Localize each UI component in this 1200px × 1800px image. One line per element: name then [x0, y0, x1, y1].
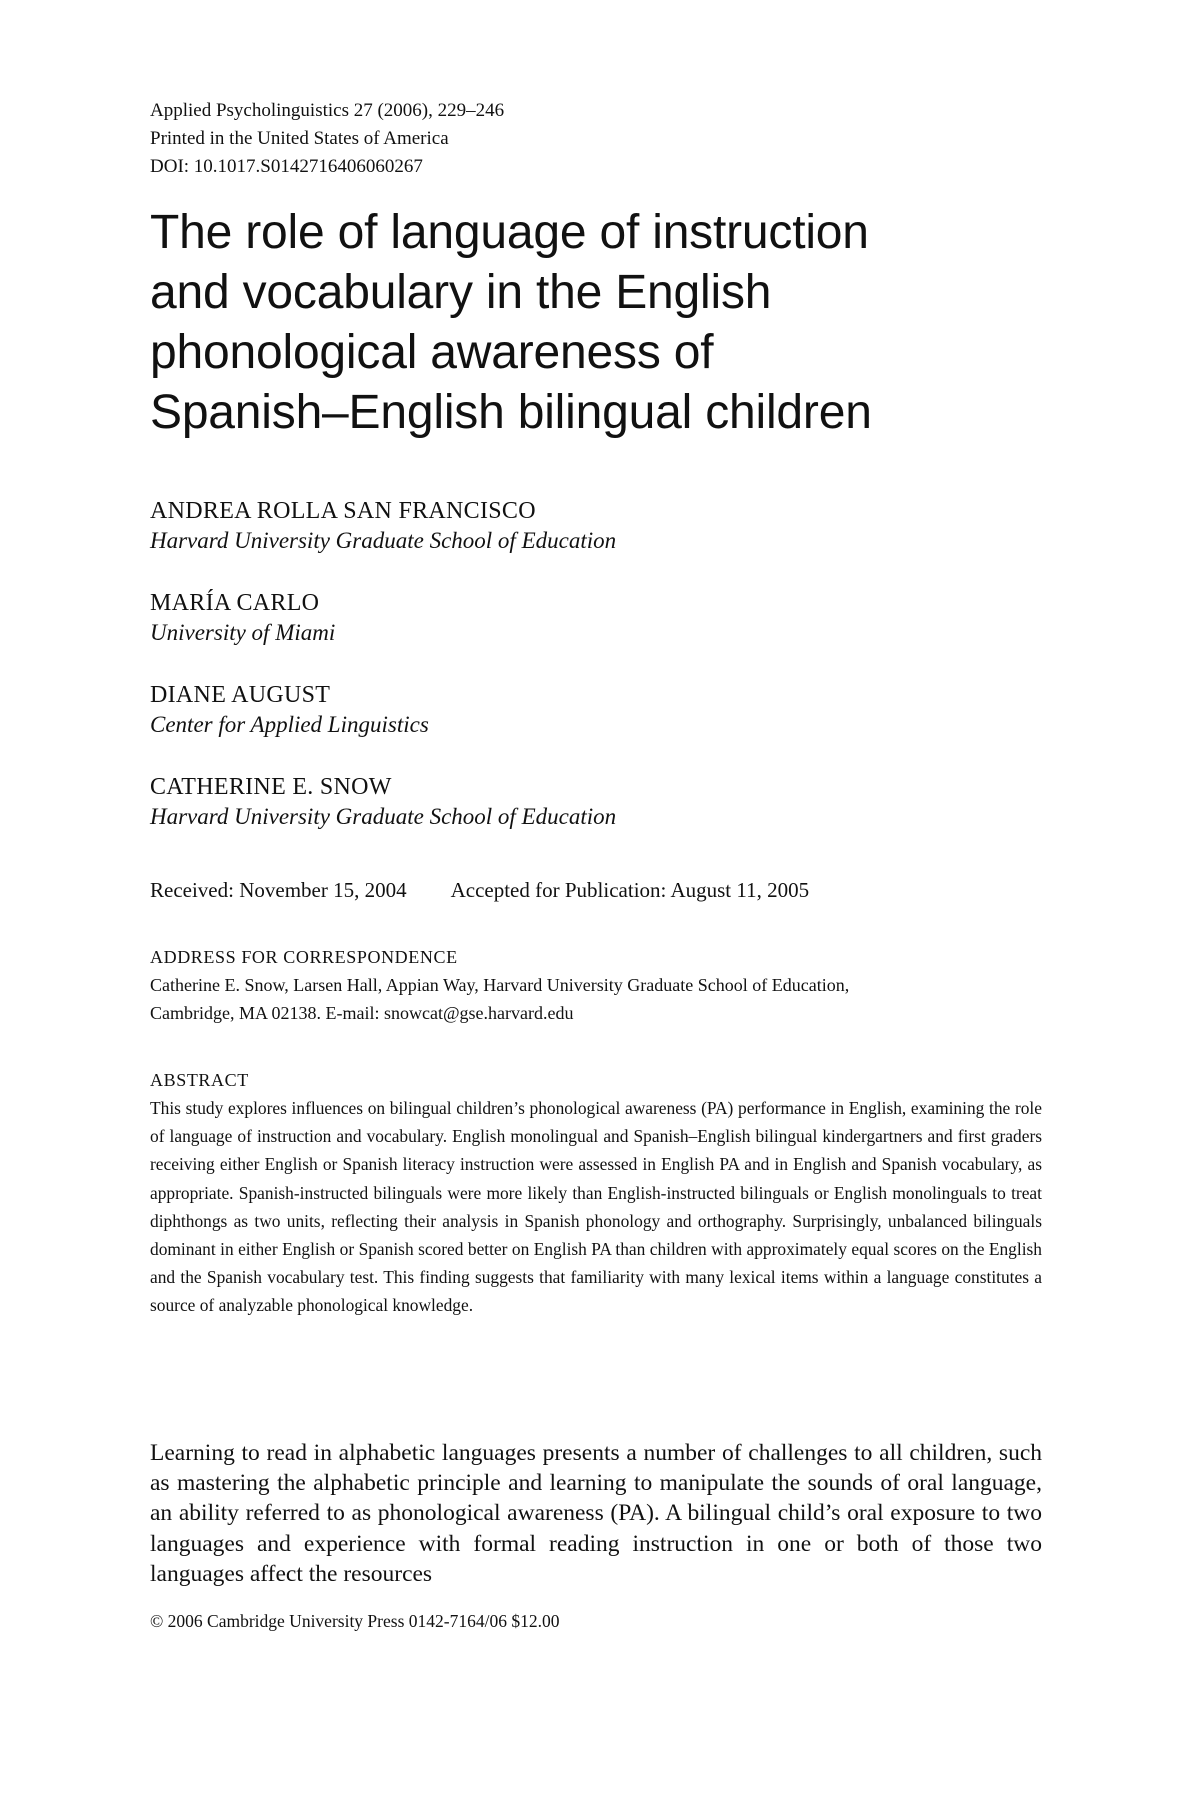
journal-header	[150, 97, 504, 181]
abstract-heading: ABSTRACT	[150, 1070, 249, 1090]
printed-location: Printed in the United States of America	[150, 128, 449, 149]
author-affiliation: Center for Applied Linguistics	[150, 712, 429, 737]
title-line: The role of language of instruction	[150, 206, 869, 259]
author-entry	[150, 680, 1050, 772]
author-list	[150, 496, 1050, 864]
article-title	[150, 203, 970, 443]
author-name: CATHERINE E. SNOW	[150, 774, 392, 800]
title-line: phonological awareness of	[150, 326, 714, 379]
correspondence-heading: ADDRESS FOR CORRESPONDENCE	[150, 947, 458, 967]
author-entry	[150, 588, 1050, 680]
author-name: ANDREA ROLLA SAN FRANCISCO	[150, 498, 536, 524]
body-paragraph: Learning to read in alphabetic languages presents a number of challenges to all children, such as mastering the alphabetic principle and learning to manipulate the sounds of oral language, an ability referred to as phonological awareness (PA). A bilingual child’s oral exposure to two languages and experience with formal reading instruction in one or both of those two languages affect the resources	[150, 1440, 1042, 1587]
correspondence-email-line: Cambridge, MA 02138. E-mail: snowcat@gse.harvard.edu	[150, 1003, 574, 1023]
author-affiliation: Harvard University Graduate School of Education	[150, 528, 617, 553]
correspondence-block	[150, 943, 1050, 1027]
author-affiliation: Harvard University Graduate School of Education	[150, 804, 617, 829]
author-entry	[150, 772, 1050, 864]
copyright-notice: © 2006 Cambridge University Press 0142-7164/06 $12.00	[150, 1611, 560, 1631]
author-name: DIANE AUGUST	[150, 682, 331, 708]
author-name: MARÍA CARLO	[150, 590, 320, 616]
title-line: and vocabulary in the English	[150, 266, 772, 319]
correspondence-address: Catherine E. Snow, Larsen Hall, Appian Way, Harvard University Graduate School of Education,	[150, 975, 850, 995]
abstract-text: This study explores influences on bilingual children’s phonological awareness (PA) performance in English, examining the role of language of instruction and vocabulary. English monolingual and Spanish–English bilingual kindergartners and first graders receiving either English or Spanish literacy instruction were assessed in English PA and in English and Spanish vocabulary, as appropriate. Spanish-instructed bilinguals were more likely than English-instructed bilinguals or English monolinguals to treat diphthongs as two units, reflecting their analysis in Spanish phonology and orthography. Surprisingly, unbalanced bilinguals dominant in either English or Spanish scored better on English PA than children with approximately equal scores on the English and the Spanish vocabulary test. This finding suggests that familiarity with many lexical items within a language constitutes a source of analyzable phonological knowledge.	[150, 1098, 1042, 1316]
received-date: Received: November 15, 2004	[150, 878, 407, 902]
publication-dates	[150, 876, 809, 904]
doi-line: DOI: 10.1017.S0142716406060267	[150, 156, 423, 177]
author-entry	[150, 496, 1050, 588]
journal-citation: Applied Psycholinguistics 27 (2006), 229–246	[150, 100, 505, 121]
accepted-date: Accepted for Publication: August 11, 2005	[450, 878, 810, 902]
author-affiliation: University of Miami	[150, 620, 336, 645]
abstract-block	[150, 1066, 1042, 1320]
title-line: Spanish–English bilingual children	[150, 386, 872, 439]
